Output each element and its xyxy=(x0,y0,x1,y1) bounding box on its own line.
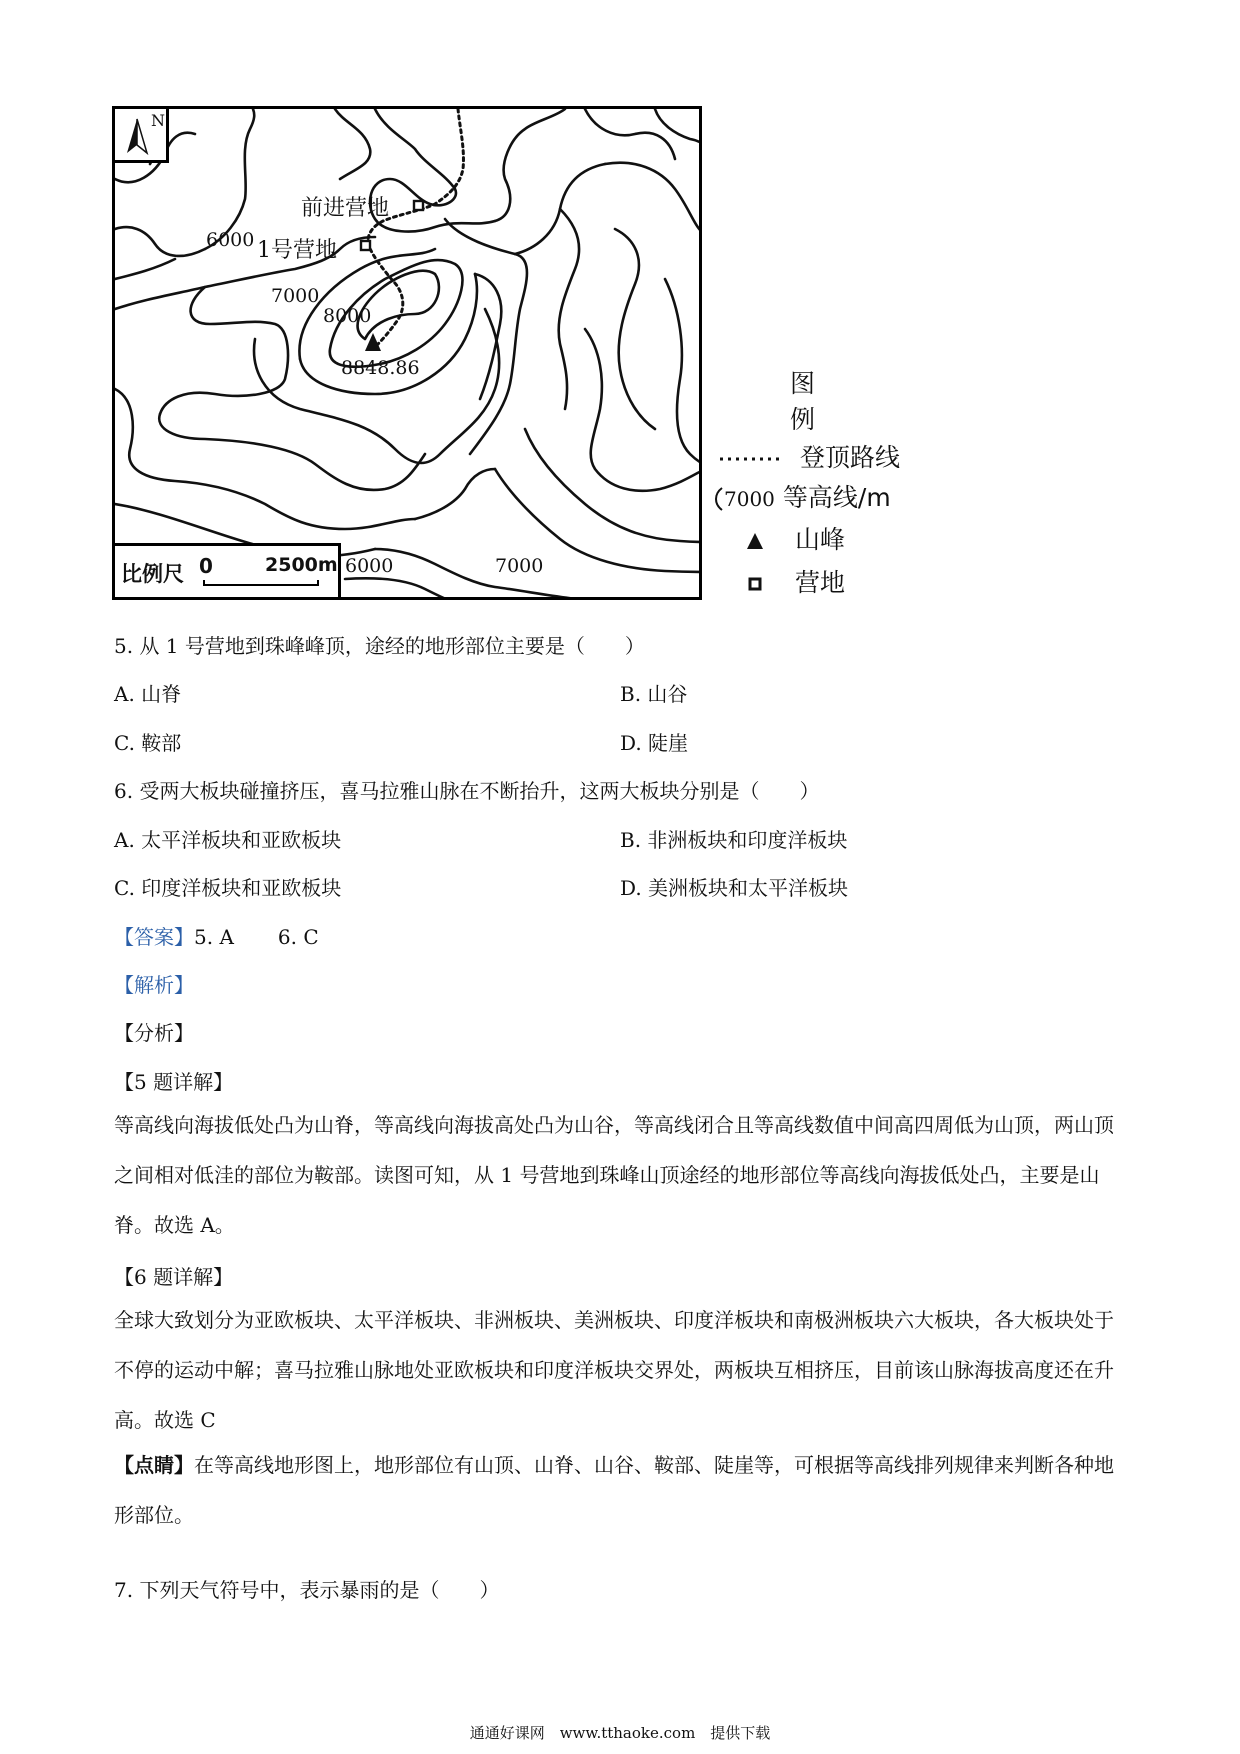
legend-item-peak xyxy=(745,520,845,556)
dianjing-text: 在等高线地形图上，地形部位有山顶、山脊、山谷、鞍部、陡崖等，可根据等高线排列规律来判断各种地形部位。 xyxy=(114,1453,1114,1527)
page-footer: 通通好课网 www.tthaoke.com 提供下载 xyxy=(469,1724,771,1742)
contour-lines xyxy=(115,109,702,600)
q6-option-d: D. 美洲板块和太平洋板块 xyxy=(620,876,849,900)
legend-contour-value: 7000 xyxy=(724,487,775,511)
contour-line-icon xyxy=(712,486,724,512)
contour-label-7000-bottom: 7000 xyxy=(495,555,544,577)
q6-stem: 6. 受两大板块碰撞挤压，喜马拉雅山脉在不断抬升，这两大板块分别是（ ） xyxy=(114,779,820,803)
scale-ruler xyxy=(203,580,319,586)
scale-zero: 0 xyxy=(199,554,213,578)
detail5-tag: 【5 题详解】 xyxy=(114,1070,234,1094)
detail6-text: 全球大致划分为亚欧板块、太平洋板块、非洲板块、美洲板块、印度洋板块和南极洲板块六大板块，各大板块处于不停的运动中解；喜马拉雅山脉地处亚欧板块和印度洋板块交界处，两板块互相挤压，目前该山脉海拔高度还在升高。故选 C xyxy=(114,1308,1114,1432)
contour-label-6000-top: 6000 xyxy=(206,229,255,251)
legend-item-route xyxy=(718,438,900,474)
contour-label-6000-bottom: 6000 xyxy=(345,555,394,577)
contour-label-8000: 8000 xyxy=(323,305,372,327)
scale-distance: 2500m xyxy=(265,554,338,576)
q6-option-b: B. 非洲板块和印度洋板块 xyxy=(620,828,848,852)
scale-label: 比例尺 xyxy=(121,562,184,586)
q5-option-b: B. 山谷 xyxy=(620,682,688,706)
peak-triangle-icon xyxy=(745,531,765,551)
camp-square-icon xyxy=(745,574,765,594)
legend-label-contour: 等高线/m xyxy=(782,483,891,512)
dianjing-tag: 【点睛】 xyxy=(114,1453,194,1477)
q5-option-d: D. 陡崖 xyxy=(620,731,689,755)
q7-stem: 7. 下列天气符号中，表示暴雨的是（ ） xyxy=(114,1578,500,1602)
answer-tag: 【答案】 xyxy=(114,925,194,949)
scale-bar xyxy=(115,543,341,597)
north-label: N xyxy=(151,111,165,130)
peak-elevation-label: 8848.86 xyxy=(341,357,420,379)
dianjing-paragraph xyxy=(114,1440,1124,1540)
dotted-line-icon xyxy=(718,449,784,469)
q6-option-a: A. 太平洋板块和亚欧板块 xyxy=(114,828,342,852)
legend-title: 图例 xyxy=(790,369,816,434)
q5-option-c: C. 鞍部 xyxy=(114,731,182,755)
q5-stem: 5. 从 1 号营地到珠峰峰顶，途经的地形部位主要是（ ） xyxy=(114,634,645,658)
legend-label-camp: 营地 xyxy=(794,568,845,597)
q5-option-a: A. 山脊 xyxy=(114,682,182,706)
answer-line xyxy=(114,921,319,950)
contour-label-7000-top: 7000 xyxy=(271,285,320,307)
legend-item-camp xyxy=(745,563,845,599)
north-arrow-box xyxy=(115,109,169,163)
contour-map xyxy=(112,106,702,600)
answer-5: 5. A xyxy=(194,925,234,949)
q6-option-c: C. 印度洋板块和亚欧板块 xyxy=(114,876,342,900)
answer-6: 6. C xyxy=(277,925,319,949)
legend-label-route: 登顶路线 xyxy=(799,443,900,472)
camp1-label: 1号营地 xyxy=(257,238,337,263)
detail5-text: 等高线向海拔低处凸为山脊，等高线向海拔高处凸为山谷，等高线闭合且等高线数值中间高四周低为山顶，两山顶之间相对低洼的部位为鞍部。读图可知，从 1 号营地到珠峰山顶途经的地形部位等高线向海拔低处凸，主要是山脊。故选 A。 xyxy=(114,1113,1114,1237)
detail6-tag: 【6 题详解】 xyxy=(114,1265,234,1289)
advance-camp-marker xyxy=(414,201,423,210)
camp1-marker xyxy=(361,241,370,250)
analysis-tag: 【解析】 xyxy=(114,973,194,997)
fenxi-tag: 【分析】 xyxy=(114,1021,194,1045)
advance-camp-label: 前进营地 xyxy=(301,196,390,221)
legend-label-peak: 山峰 xyxy=(794,525,845,554)
legend-item-contour xyxy=(712,478,891,514)
